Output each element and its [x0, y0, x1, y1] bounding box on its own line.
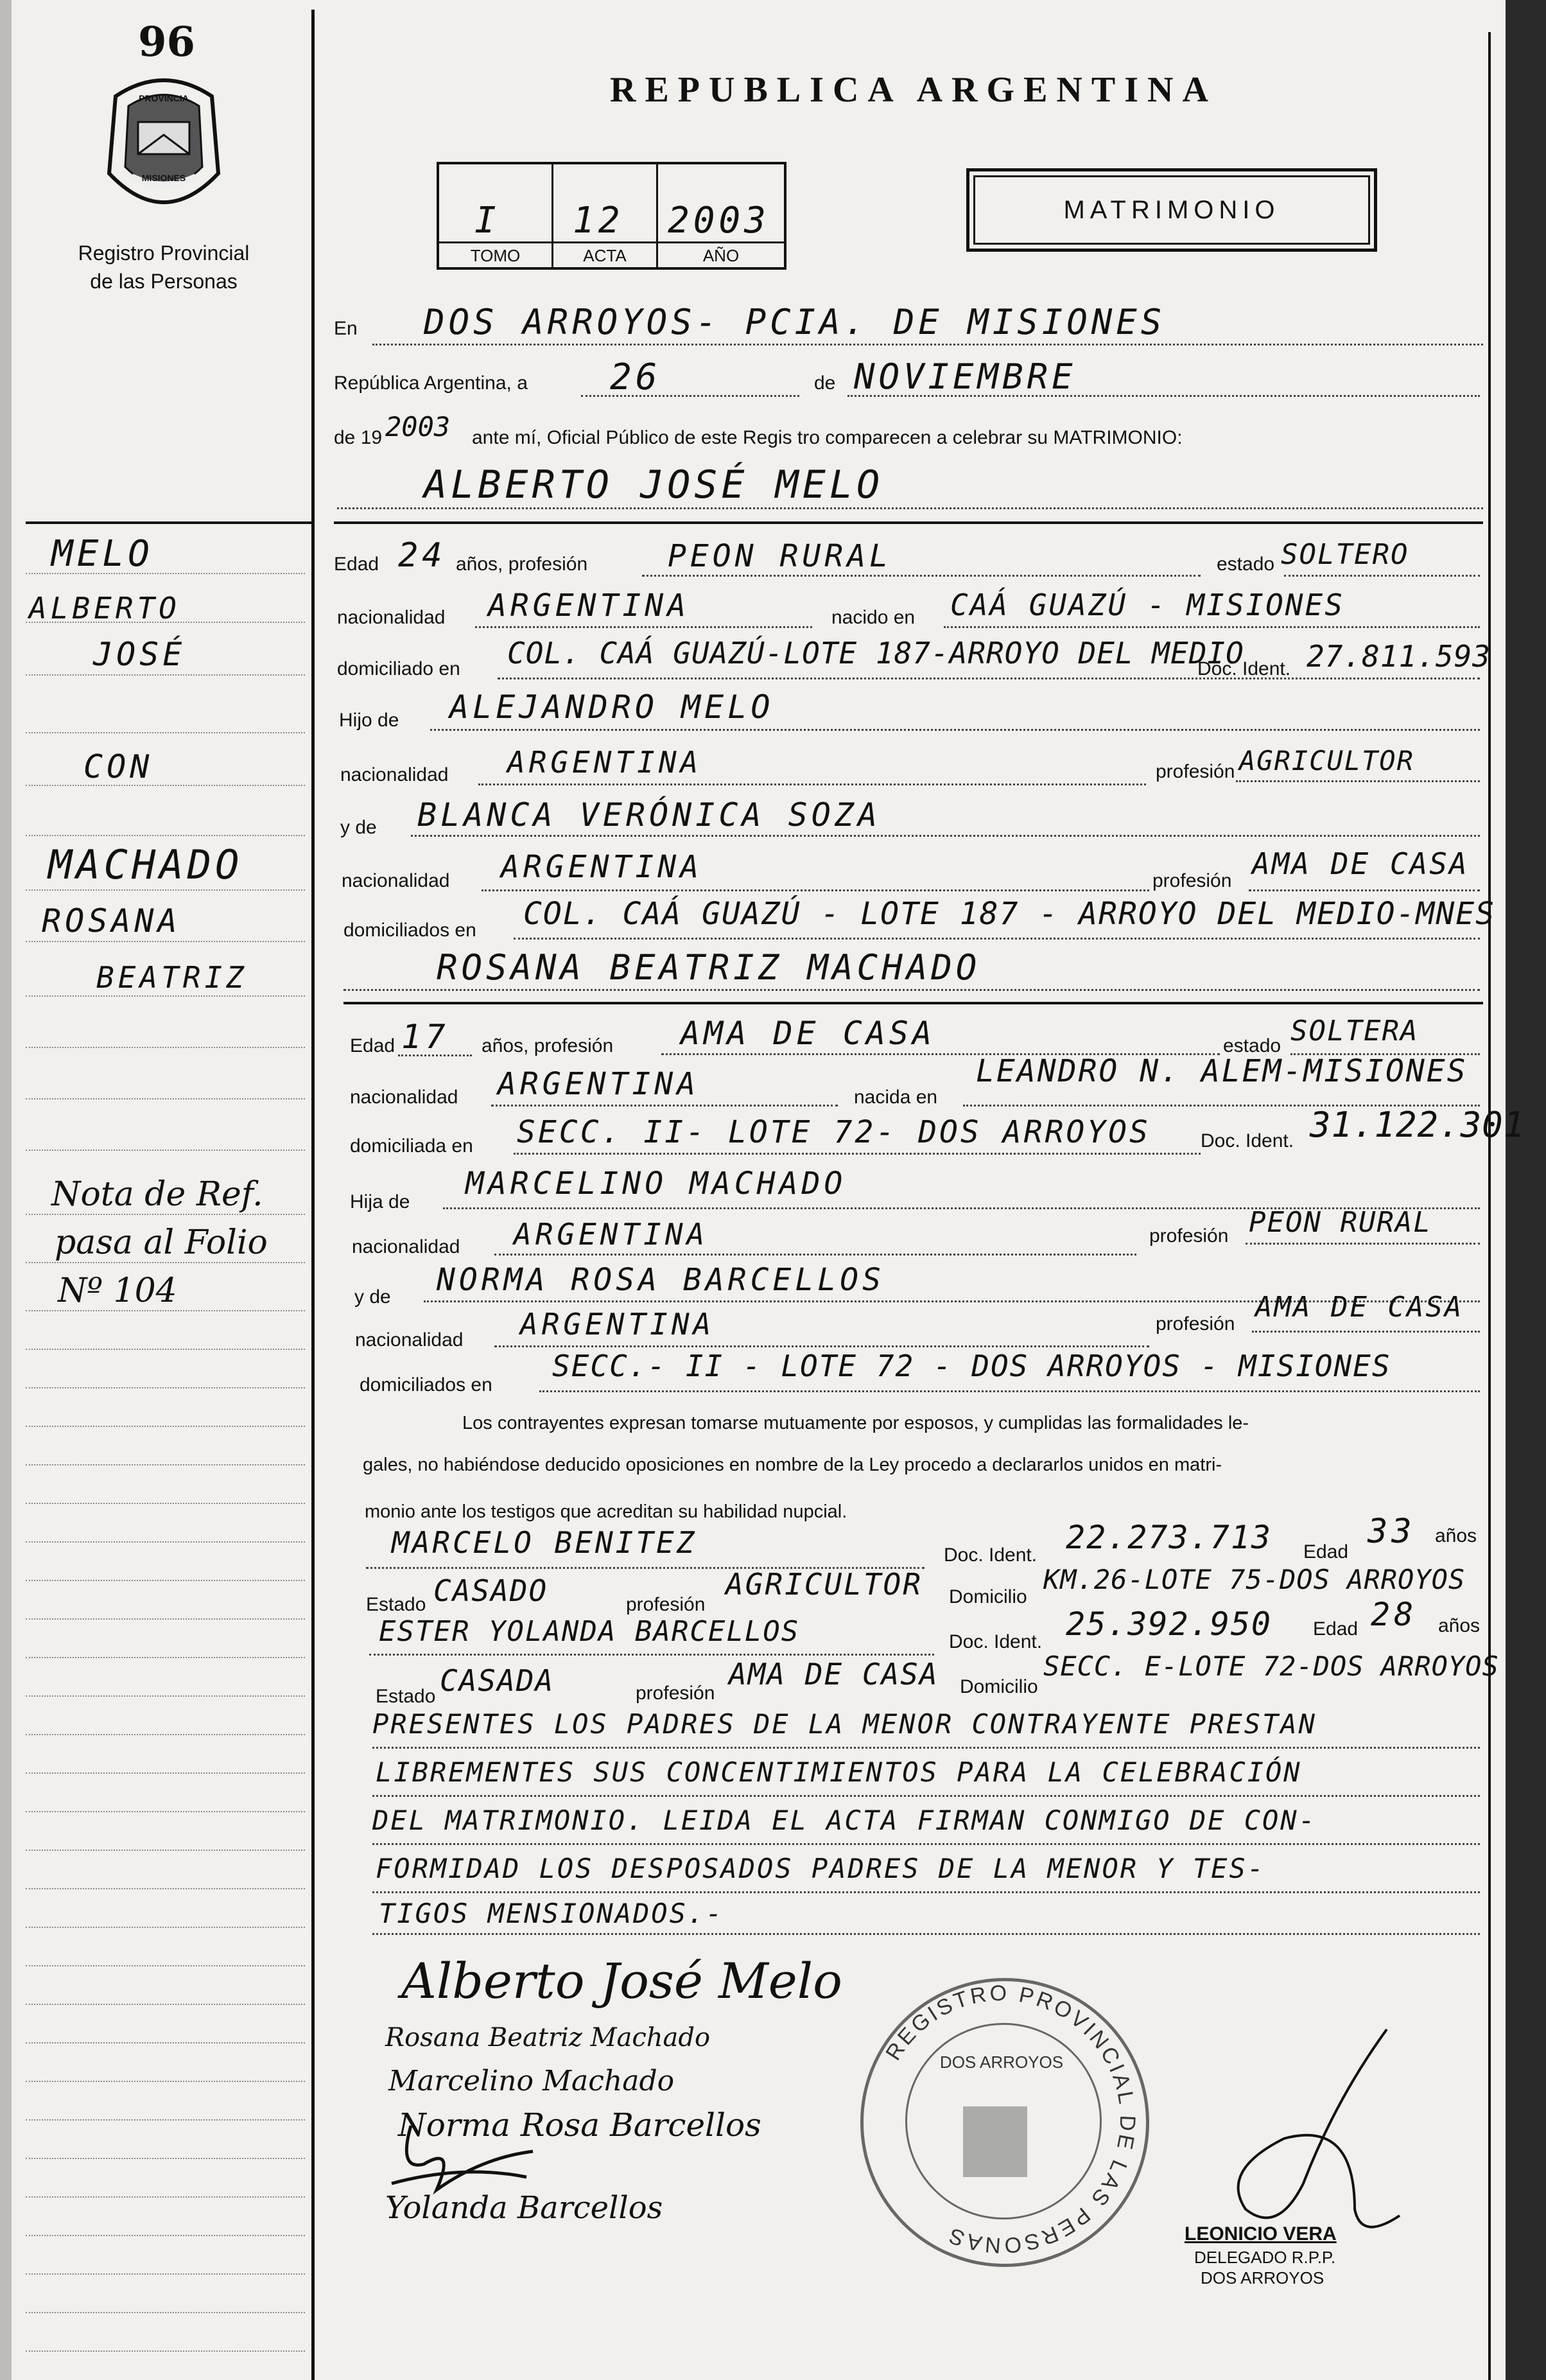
bride-profesion: AMA DE CASA: [681, 1015, 936, 1052]
margin-rule: [26, 2158, 305, 2159]
margin-rule: [26, 1734, 305, 1735]
record-ano-label: AÑO: [658, 241, 784, 269]
bride-dom-line: [514, 1153, 1201, 1155]
stamp-text: [860, 1978, 1143, 2261]
margin-con: CON: [83, 748, 153, 785]
observation-line1: PRESENTES LOS PADRES DE LA MENOR CONTRAYENTE PRESTAN: [372, 1708, 1317, 1740]
groom-madre-prof: AMA DE CASA: [1252, 846, 1469, 881]
groom-madre-nac-label: nacionalidad: [342, 870, 450, 891]
margin-rule: [26, 2196, 305, 2198]
margin-rule: [26, 1214, 305, 1215]
margin-rule: [26, 573, 305, 574]
record-acta-label: ACTA: [553, 241, 656, 269]
bride-madre-nac-line: [494, 1345, 1149, 1347]
groom-padre-prof: AGRICULTOR: [1239, 745, 1414, 776]
margin-rule: [26, 1965, 305, 1966]
margin-rule: [26, 622, 305, 623]
bride-madre-prof-line: [1252, 1331, 1480, 1333]
month-value: NOVIEMBRE: [854, 356, 1077, 397]
record-acta-value: 12: [573, 200, 624, 241]
witness1-edad: 33: [1368, 1512, 1416, 1551]
margin-rule: [26, 2350, 305, 2352]
page-number: 96: [138, 18, 196, 66]
svg-text:PROVINCIA: PROVINCIA: [139, 93, 189, 103]
witness1-doc-label: Doc. Ident.: [944, 1544, 1038, 1566]
witness1-domicilio: KM.26-LOTE 75-DOS ARROYOS: [1043, 1564, 1466, 1595]
margin-rule: [26, 1772, 305, 1774]
country-title: REPUBLICA ARGENTINA: [610, 70, 1217, 110]
groom-padre: ALEJANDRO MELO: [449, 688, 774, 726]
margin-note-line1: Nota de Ref.: [51, 1175, 263, 1214]
witness2-doc-label: Doc. Ident.: [949, 1631, 1043, 1652]
groom-edad-label: Edad: [334, 554, 379, 575]
signature-bride: Rosana Beatriz Machado: [385, 2023, 711, 2052]
groom-padre-nac: ARGENTINA: [507, 745, 702, 780]
bride-estado: SOLTERA: [1290, 1015, 1419, 1047]
signature-bride-mother: Norma Rosa Barcellos: [398, 2106, 761, 2144]
groom-nacido-en: CAÁ GUAZÚ - MISIONES: [950, 588, 1344, 622]
bride-madre-prof-label: profesión: [1156, 1313, 1235, 1334]
right-border-line: [1488, 32, 1491, 2380]
signature-witness2: Yolanda Barcellos: [385, 2190, 663, 2226]
witness2-prof-label: profesión: [636, 1683, 715, 1704]
margin-rule: [26, 1426, 305, 1427]
bride-madre-nac-label: nacionalidad: [355, 1329, 464, 1351]
groom-padre-prof-line: [1236, 780, 1480, 782]
bride-edad-line: [398, 1054, 472, 1056]
witness2-doc: 25.392.950: [1066, 1606, 1272, 1643]
margin-rule: [26, 1657, 305, 1658]
groom-dom-line: [498, 678, 1480, 679]
groom-hijo-label: Hijo de: [339, 710, 399, 731]
bride-nac-label: nacionalidad: [350, 1087, 458, 1108]
margin-groom-name1: ALBERTO: [29, 591, 180, 626]
groom-nac-label: nacionalidad: [337, 607, 446, 628]
statement-text: ante mí, Oficial Público de este Regis tro comparecen a celebrar su MATRIMONIO:: [472, 427, 1183, 448]
groom-domicilio: COL. CAÁ GUAZÚ-LOTE 187-ARROYO DEL MEDIO: [507, 636, 1244, 670]
margin-bride-name1: ROSANA: [42, 902, 181, 940]
margin-rule: [26, 1310, 305, 1311]
observation-line3: DEL MATRIMONIO. LEIDA EL ACTA FIRMAN CONMIGO DE CON-: [372, 1805, 1317, 1836]
bride-padre-nac-line: [494, 1254, 1136, 1256]
margin-rule: [26, 889, 305, 891]
year-value: 2003: [385, 411, 451, 442]
official-office: DOS ARROYOS: [1201, 2268, 1325, 2288]
signature-bride-father: Marcelino Machado: [388, 2065, 675, 2097]
act-type-label: MATRIMONIO: [1063, 196, 1280, 224]
observation-line4: FORMIDAD LOS DESPOSADOS PADRES DE LA MENOR Y TES-: [376, 1853, 1266, 1884]
groom-nacionalidad: ARGENTINA: [488, 588, 690, 624]
margin-note-line2: pasa al Folio: [55, 1223, 268, 1262]
registry-name: [39, 239, 289, 295]
margin-rule: [26, 1503, 305, 1504]
place-value: DOS ARROYOS- PCIA. DE MISIONES: [424, 302, 1166, 342]
bride-padre: MARCELINO MACHADO: [465, 1166, 847, 1202]
place-line: [372, 344, 1483, 346]
svg-text:REGISTRO PROVINCIAL DE LAS PER: REGISTRO PROVINCIAL DE LAS PERSONAS: [881, 1981, 1140, 2258]
bride-estado-label: estado: [1223, 1035, 1281, 1056]
margin-divider-line: [311, 10, 315, 2380]
margin-rule: [26, 1262, 305, 1263]
witness1-estado: CASADO: [433, 1573, 548, 1608]
groom-yde-label: y de: [340, 817, 377, 838]
witness1-prof-label: profesión: [626, 1594, 706, 1615]
official-signature-scribble: [1207, 2023, 1425, 2254]
bride-padres-dom: SECC.- II - LOTE 72 - DOS ARROYOS - MISIONES: [552, 1349, 1391, 1383]
official-name: LEONICIO VERA: [1185, 2223, 1337, 2244]
obs-line: [372, 1843, 1480, 1845]
groom-madre-prof-label: profesión: [1152, 870, 1232, 891]
formal-text-line3: monio ante los testigos que acreditan su habilidad nupcial.: [365, 1501, 847, 1522]
observation-line5: TIGOS MENSIONADOS.-: [379, 1898, 724, 1929]
page-left-shadow: [0, 0, 12, 2380]
witness2-anos-label: años: [1438, 1615, 1481, 1636]
margin-rule: [26, 1888, 305, 1889]
witness2-profesion: AMA DE CASA: [729, 1657, 939, 1692]
obs-line: [372, 1747, 1480, 1749]
record-tomo-value: I: [474, 200, 500, 241]
groom-madre-nac-line: [482, 889, 1149, 891]
witness2-estado-label: Estado: [376, 1686, 436, 1707]
witness2-domicilio: SECC. E-LOTE 72-DOS ARROYOS: [1043, 1650, 1499, 1682]
bride-yde-label: y de: [354, 1286, 391, 1308]
en-label: En: [334, 318, 358, 339]
svg-text:MISIONES: MISIONES: [141, 173, 186, 183]
groom-madre-nac: ARGENTINA: [501, 849, 703, 885]
groom-padre-prof-label: profesión: [1156, 761, 1235, 782]
bride-padre-prof: PEON RURAL: [1249, 1206, 1432, 1239]
witness1-profesion: AGRICULTOR: [725, 1567, 923, 1602]
margin-rule: [26, 674, 305, 676]
margin-rule: [26, 2312, 305, 2313]
registry-name-line2: de las Personas: [90, 270, 238, 293]
record-ano-cell: [658, 164, 784, 267]
svg-text:DOS ARROYOS: DOS ARROYOS: [939, 2052, 1064, 2072]
groom-dom-label: domiciliado en: [337, 658, 460, 679]
groom-profesion: PEON RURAL: [668, 538, 892, 574]
obs-line: [372, 1933, 1480, 1935]
bride-madre-nac: ARGENTINA: [520, 1307, 715, 1342]
observation-line2: LIBREMENTES SUS CONCENTIMIENTOS PARA LA CELEBRACIÓN: [376, 1756, 1302, 1788]
provincia-misiones-emblem-icon: [96, 71, 231, 225]
record-tomo-cell: [439, 164, 553, 267]
witness1-edad-label: Edad: [1303, 1541, 1349, 1562]
bride-full-name: ROSANA BEATRIZ MACHADO: [437, 947, 981, 988]
bride-madre: NORMA ROSA BARCELLOS: [437, 1262, 885, 1298]
margin-rule: [26, 785, 305, 786]
bride-anos-label: años, profesión: [482, 1035, 614, 1056]
margin-rule: [26, 2235, 305, 2236]
margin-rule: [26, 1811, 305, 1812]
bride-nac-line: [491, 1105, 838, 1107]
signature-groom: Alberto José Melo: [401, 1952, 842, 2009]
witness2-name-line: [369, 1654, 934, 1656]
bride-madre-prof: AMA DE CASA: [1255, 1291, 1464, 1324]
witness2-name: ESTER YOLANDA BARCELLOS: [379, 1615, 800, 1648]
margin-rule: [26, 1349, 305, 1350]
bride-doc: 31.122.301: [1310, 1105, 1525, 1145]
bride-padres-dom-label: domiciliados en: [360, 1374, 492, 1396]
formal-text-line1: Los contrayentes expresan tomarse mutuamente por esposos, y cumplidas las formalidades le-: [462, 1413, 1249, 1433]
groom-padres-dom-line: [514, 938, 1480, 940]
bride-dom-label: domiciliada en: [350, 1135, 473, 1157]
bride-domicilio: SECC. II- LOTE 72- DOS ARROYOS: [517, 1114, 1151, 1150]
margin-rule: [26, 1098, 305, 1099]
groom-edad: 24: [398, 536, 446, 575]
margin-rule: [26, 1047, 305, 1048]
margin-rule: [26, 732, 305, 733]
margin-groom-name2: JOSÉ: [93, 636, 186, 673]
groom-doc: 27.811.593: [1307, 639, 1491, 674]
margin-rule: [26, 1387, 305, 1388]
margin-rule: [26, 2273, 305, 2275]
bride-edad: 17: [401, 1018, 449, 1056]
record-acta-cell: [553, 164, 658, 267]
section-rule-middle: [343, 1002, 1483, 1004]
page-right-edge: [1506, 0, 1546, 2380]
section-rule-top: [334, 521, 1483, 524]
margin-rule: [26, 1927, 305, 1928]
witness2-edad: 28: [1371, 1596, 1418, 1633]
groom-nacido-label: nacido en: [831, 607, 916, 628]
witness1-anos-label: años: [1435, 1525, 1477, 1546]
margin-rule: [26, 835, 305, 836]
margin-note-line3: Nº 104: [58, 1272, 177, 1310]
bride-hija-label: Hija de: [350, 1191, 410, 1212]
margin-rule: [26, 1618, 305, 1620]
witness1-name: MARCELO BENITEZ: [392, 1525, 697, 1560]
margin-rule: [26, 995, 305, 997]
act-type-box: [966, 168, 1377, 252]
day-value: 26: [610, 356, 661, 398]
bride-nacida-en: LEANDRO N. ALEM-MISIONES: [976, 1053, 1468, 1089]
margin-bride-name2: BEATRIZ: [96, 960, 248, 995]
margin-rule: [26, 941, 305, 942]
margin-rule: [26, 2042, 305, 2043]
formal-text-line2: gales, no habiéndose deducido oposiciones en nombre de la Ley procedo a declararlos unidos en matri-: [363, 1455, 1222, 1475]
groom-nacido-line: [944, 626, 1480, 628]
margin-rule: [26, 1150, 305, 1151]
margin-top-rule: [26, 521, 311, 524]
official-title: DELEGADO R.P.P.: [1194, 2248, 1336, 2267]
bride-padre-prof-label: profesión: [1149, 1225, 1229, 1247]
margin-rule: [26, 2119, 305, 2121]
bride-edad-label: Edad: [350, 1035, 395, 1056]
margin-rule: [26, 2004, 305, 2005]
bride-nacionalidad: ARGENTINA: [498, 1066, 700, 1102]
groom-doc-label: Doc. Ident.: [1197, 658, 1291, 679]
margin-rule: [26, 1695, 305, 1697]
groom-name-line: [337, 507, 1483, 509]
groom-madre: BLANCA VERÓNICA SOZA: [417, 796, 882, 834]
groom-padre-line: [430, 729, 1480, 731]
groom-nac-line: [475, 626, 812, 628]
bride-padre-nac-label: nacionalidad: [352, 1236, 460, 1257]
record-ano-value: 2003: [668, 200, 770, 241]
groom-anos-label: años, profesión: [456, 554, 588, 575]
obs-line: [372, 1795, 1480, 1797]
record-tomo-label: TOMO: [439, 241, 552, 269]
groom-padre-nac-line: [478, 783, 1146, 785]
groom-estado-label: estado: [1217, 554, 1275, 575]
margin-rule: [26, 1580, 305, 1581]
bride-padres-dom-line: [539, 1390, 1480, 1392]
witness2-estado: CASADA: [440, 1663, 555, 1698]
groom-estado: SOLTERO: [1281, 538, 1409, 571]
margin-rule: [26, 2081, 305, 2082]
groom-full-name: ALBERTO JOSÉ MELO: [424, 462, 884, 507]
de-year-label: de 19: [334, 427, 383, 448]
de-label: de: [814, 372, 836, 394]
groom-madre-line: [411, 835, 1480, 837]
bride-nacida-label: nacida en: [854, 1087, 938, 1108]
groom-padres-dom: COL. CAÁ GUAZÚ - LOTE 187 - ARROYO DEL MEDIO-MNES: [523, 896, 1496, 932]
groom-madre-prof-line: [1249, 889, 1480, 891]
bride-doc-label: Doc. Ident.: [1201, 1130, 1294, 1151]
bride-padre-nac: ARGENTINA: [514, 1217, 709, 1252]
witness2-edad-label: Edad: [1313, 1618, 1359, 1640]
bride-padre-prof-line: [1246, 1243, 1480, 1245]
republica-label: República Argentina, a: [334, 372, 528, 394]
margin-bride-surname: MACHADO: [48, 841, 243, 888]
groom-estado-line: [1284, 575, 1480, 577]
bride-name-line: [343, 989, 1480, 991]
witness1-estado-label: Estado: [366, 1594, 426, 1615]
groom-padre-nac-label: nacionalidad: [340, 764, 449, 785]
groom-padres-dom-label: domiciliados en: [343, 920, 476, 941]
obs-line: [372, 1891, 1480, 1893]
margin-rule: [26, 1464, 305, 1466]
witness1-doc: 22.273.713: [1066, 1519, 1272, 1556]
margin-groom-surname: MELO: [51, 533, 153, 575]
witness2-dom-label: Domicilio: [960, 1676, 1038, 1697]
witness1-dom-label: Domicilio: [949, 1586, 1027, 1607]
margin-rule: [26, 1541, 305, 1543]
groom-prof-line: [642, 575, 1201, 577]
margin-rule: [26, 1850, 305, 1851]
record-box: [437, 162, 786, 270]
registry-name-line1: Registro Provincial: [78, 241, 250, 265]
